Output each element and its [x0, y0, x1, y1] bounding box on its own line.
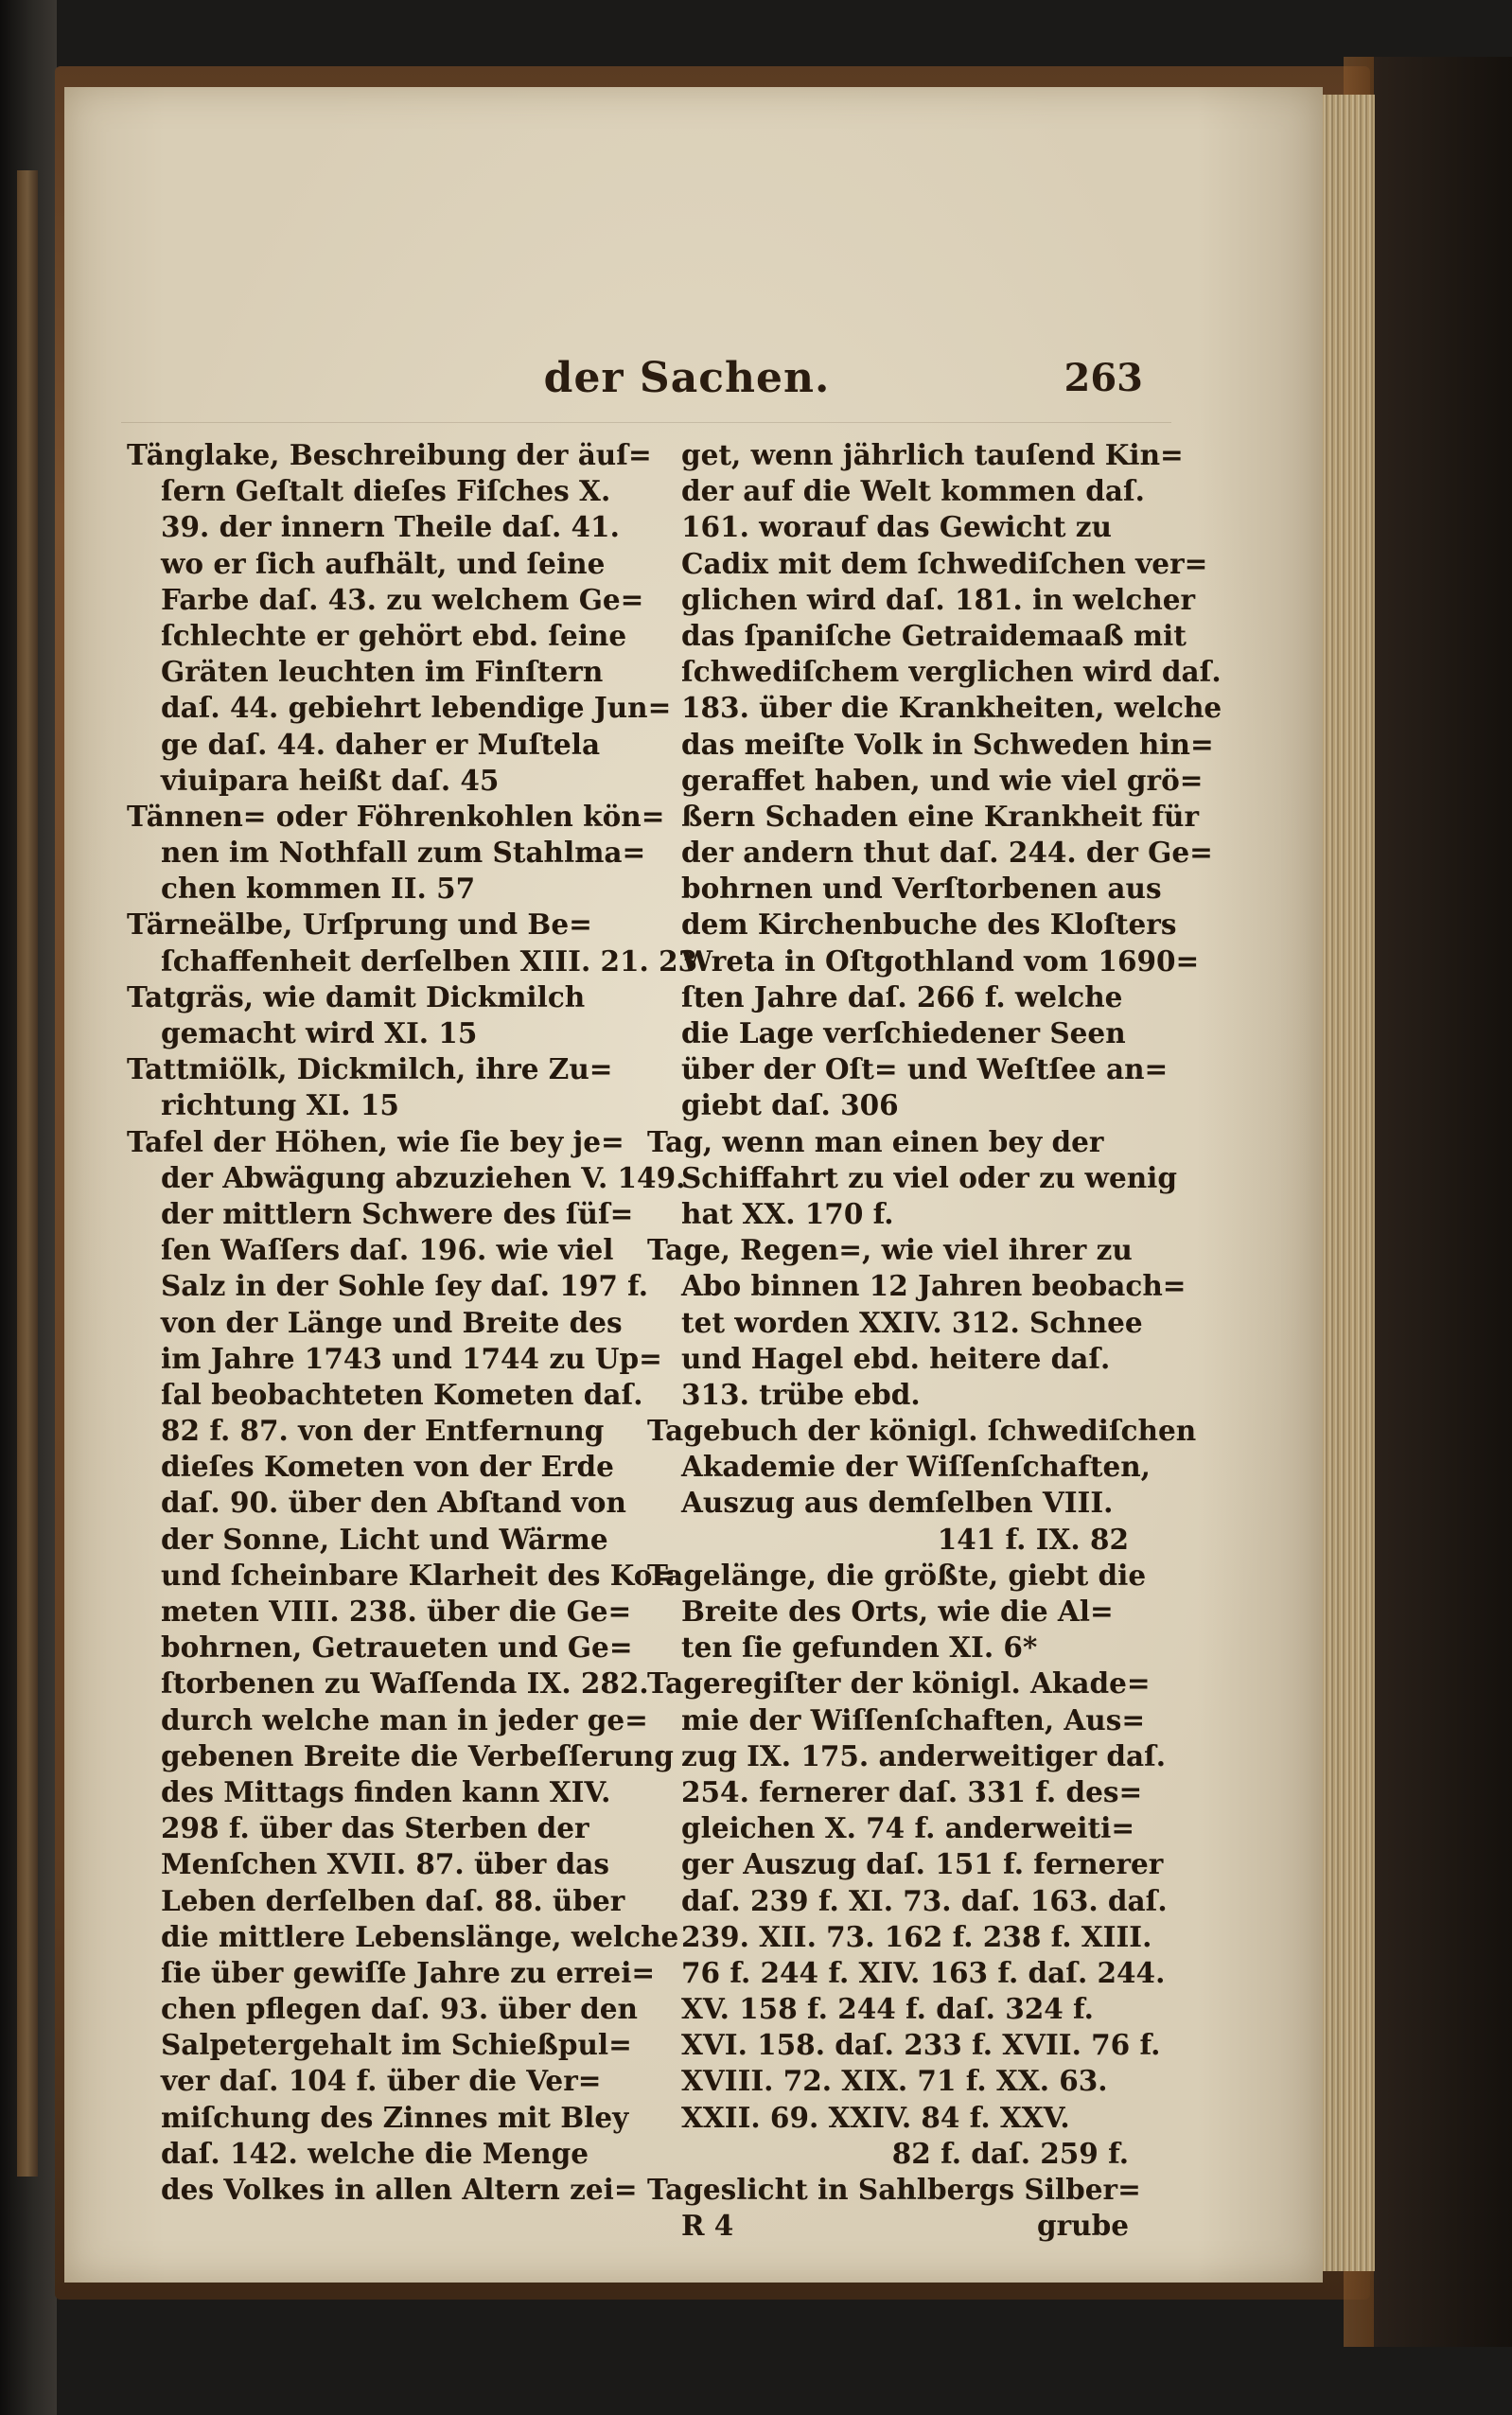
index-line: 76 f. 244 f. XIV. 163 f. daſ. 244. [681, 1955, 1166, 1989]
index-entry-head: Tänglake, Beschreibung der äuſ= [127, 438, 652, 471]
index-entry-head: Tafel der Höhen, wie ſie bey je= [127, 1124, 624, 1158]
index-line: ſchaffenheit derſelben XIII. 21. 23 [161, 943, 698, 978]
index-line: ſten Jahre daſ. 266 f. welche [681, 979, 1123, 1014]
index-line: daſ. 90. über den Abſtand von [161, 1486, 626, 1520]
index-line: Salz in der Sohle ſey daſ. 197 f. [161, 1269, 649, 1303]
signature-mark: R 4 [681, 2209, 734, 2243]
index-entry-head: Tagebuch der königl. ſchwediſchen [647, 1414, 1197, 1448]
index-line: 183. über die Krankheiten, welche [681, 691, 1222, 725]
index-line: die Lage verſchiedener Seen [681, 1016, 1126, 1049]
index-line: 254. fernerer daſ. 331 f. des= [681, 1774, 1143, 1808]
index-line: miſchung des Zinnes mit Bley [161, 2100, 629, 2134]
index-line: die mittlere Lebenslänge, welche [161, 1919, 679, 1953]
index-line: dieſes Kometen von der Erde [161, 1450, 614, 1484]
index-line: ten ſie gefunden XI. 6* [681, 1631, 1038, 1665]
index-line: bohrnen, Getraueten und Ge= [161, 1631, 633, 1665]
index-line: ſen Waſſers daſ. 196. wie viel [161, 1233, 614, 1267]
index-line: XV. 158 f. 244 f. daſ. 324 f. [681, 1992, 1094, 2026]
index-line: Gräten leuchten im Finſtern [161, 655, 604, 689]
index-entry-head: Tärneälbe, Urſprung und Be= [127, 908, 592, 942]
index-line: der mittlern Schwere des ſüſ= [161, 1196, 634, 1230]
index-line: dem Kirchenbuche des Kloſters [681, 908, 1177, 942]
index-entry-head: Tageslicht in Sahlbergs Silber= [647, 2173, 1141, 2206]
index-line: ſchlechte er gehört ebd. ſeine [161, 618, 627, 652]
index-entry-head: Tageregiſter der königl. Akade= [647, 1666, 1151, 1701]
index-line: im Jahre 1743 und 1744 zu Up= [161, 1341, 662, 1375]
index-line: des Volkes in allen Altern zei= [161, 2173, 638, 2206]
background-shadow [1374, 57, 1512, 2347]
index-line: und Hagel ebd. heitere daſ. [681, 1341, 1111, 1375]
left-index-column [127, 437, 698, 2208]
index-line: der auf die Welt kommen daſ. [681, 474, 1145, 508]
index-line: ver daſ. 104 f. über die Ver= [161, 2064, 602, 2098]
index-entry-head: Tatgräs, wie damit Dickmilch [127, 979, 586, 1014]
index-entry-head: Tag, wenn man einen bey der [647, 1124, 1104, 1158]
index-line: Leben derſelben daſ. 88. über [161, 1883, 625, 1917]
page-fore-edge [1323, 95, 1375, 2271]
index-line: mie der Wiſſenſchaften, Aus= [681, 1702, 1146, 1736]
index-line: daſ. 239 f. XI. 73. daſ. 163. daſ. [681, 1883, 1168, 1917]
index-line: bohrnen und Verſtorbenen aus [681, 872, 1162, 906]
index-line: Cadix mit dem ſchwediſchen ver= [681, 546, 1208, 580]
index-line: daſ. 44. gebiehrt lebendige Jun= [161, 691, 672, 725]
index-line: ſie über gewiſſe Jahre zu errei= [161, 1955, 656, 1989]
index-line: XXII. 69. XXIV. 84 f. XXV. [681, 2100, 1070, 2134]
index-line: ſern Geſtalt dieſes Fiſches X. [161, 474, 611, 508]
running-title: der Sachen. [543, 354, 831, 402]
index-line: der Abwägung abzuziehen V. 149. [161, 1160, 686, 1194]
index-line: ſal beobachteten Kometen daſ. [161, 1377, 643, 1411]
page-footer [647, 2208, 1134, 2244]
index-line: Menſchen XVII. 87. über das [161, 1847, 609, 1881]
index-line: Breite des Orts, wie die Al= [681, 1595, 1114, 1628]
index-line: das meiſte Volk in Schweden hin= [681, 727, 1214, 761]
catchword: grube [1036, 2209, 1129, 2243]
index-line: Salpetergehalt im Schießpul= [161, 2028, 632, 2062]
index-line: XVI. 158. daſ. 233 f. XVII. 76 f. [681, 2028, 1161, 2062]
index-line: 239. XII. 73. 162 f. 238 f. XIII. [681, 1919, 1152, 1953]
right-index-column [647, 437, 1222, 2244]
index-line: hat XX. 170 f. [681, 1196, 894, 1230]
index-line: 141 f. IX. 82 [937, 1522, 1129, 1556]
index-line: ſtorbenen zu Waſſenda IX. 282. [161, 1666, 649, 1701]
index-entry-head: Tagelänge, die größte, giebt die [647, 1558, 1147, 1592]
header-rule [121, 422, 1171, 423]
index-line: 313. trübe ebd. [681, 1377, 921, 1411]
index-entry-head: Tattmiölk, Dickmilch, ihre Zu= [127, 1052, 613, 1086]
index-line: glichen wird daſ. 181. in welcher [681, 582, 1196, 616]
index-line: tet worden XXIV. 312. Schnee [681, 1305, 1143, 1339]
index-line: und ſcheinbare Klarheit des Ko= [161, 1558, 677, 1592]
index-line: viuipara heißt daſ. 45 [161, 763, 500, 797]
index-line: durch welche man in jeder ge= [161, 1702, 648, 1736]
index-line: gebenen Breite die Verbeſſerung [161, 1738, 674, 1772]
index-line: chen pflegen daſ. 93. über den [161, 1992, 638, 2026]
index-line: zug IX. 175. anderweitiger daſ. [681, 1738, 1167, 1772]
index-line: Wreta in Oſtgothland vom 1690= [681, 943, 1200, 978]
index-line: des Mittags finden kann XIV. [161, 1774, 611, 1808]
index-line: der andern thut daſ. 244. der Ge= [681, 836, 1213, 870]
index-line: Abo binnen 12 Jahren beobach= [681, 1269, 1187, 1303]
index-entry-head: Tage, Regen=, wie viel ihrer zu [647, 1233, 1133, 1267]
index-line: ge daſ. 44. daher er Muſtela [161, 727, 601, 761]
index-line: Farbe daſ. 43. zu welchem Ge= [161, 582, 644, 616]
index-line: 39. der innern Theile daſ. 41. [161, 510, 620, 544]
index-line: 82 f. 87. von der Entfernung [161, 1414, 605, 1448]
index-line: ſchwediſchem verglichen wird daſ. [681, 655, 1222, 689]
index-line: Schiffahrt zu viel oder zu wenig [681, 1160, 1177, 1194]
index-line: daſ. 142. welche die Menge [161, 2136, 589, 2170]
index-line: 298 f. über das Sterben der [161, 1811, 589, 1845]
binding-strip [17, 170, 38, 2177]
index-line: ger Auszug daſ. 151 f. fernerer [681, 1847, 1164, 1881]
index-line: der Sonne, Licht und Wärme [161, 1522, 608, 1556]
index-line: chen kommen II. 57 [161, 872, 476, 906]
index-line: meten VIII. 238. über die Ge= [161, 1595, 632, 1628]
index-line: 161. worauf das Gewicht zu [681, 510, 1112, 544]
page-header [64, 354, 1323, 411]
index-line: geraffet haben, und wie viel grö= [681, 763, 1204, 797]
index-line: giebt daſ. 306 [681, 1088, 899, 1122]
index-line: Akademie der Wiſſenſchaften, [681, 1450, 1151, 1484]
index-line: ßern Schaden eine Krankheit für [681, 799, 1200, 833]
index-line: gleichen X. 74 f. anderweiti= [681, 1811, 1135, 1845]
index-line: XVIII. 72. XIX. 71 f. XX. 63. [681, 2064, 1108, 2098]
index-line: get, wenn jährlich tauſend Kin= [681, 438, 1184, 471]
page-number: 263 [1064, 356, 1143, 400]
index-line: wo er ſich aufhält, und ſeine [161, 546, 606, 580]
index-line: Auszug aus demſelben VIII. [681, 1486, 1114, 1520]
book-page [64, 87, 1323, 2283]
index-line: über der Oſt= und Weſtſee an= [681, 1052, 1169, 1086]
index-line: gemacht wird XI. 15 [161, 1016, 478, 1049]
index-line: nen im Nothfall zum Stahlma= [161, 836, 646, 870]
index-entry-head: Tännen= oder Föhrenkohlen kön= [127, 799, 665, 833]
index-line: von der Länge und Breite des [161, 1305, 623, 1339]
index-line: 82 f. daſ. 259 f. [891, 2136, 1129, 2170]
index-line: das ſpaniſche Getraidemaaß mit [681, 618, 1187, 652]
index-line: richtung XI. 15 [161, 1088, 399, 1122]
